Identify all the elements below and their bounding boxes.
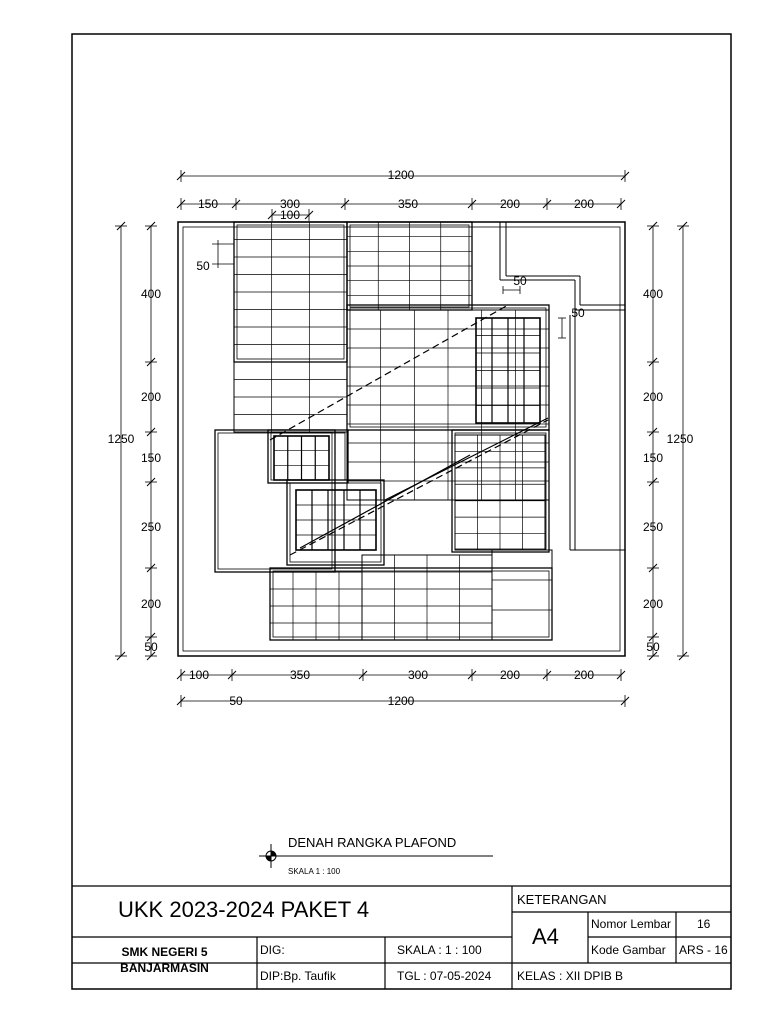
dim-detail-right-b: 50 (571, 306, 585, 320)
dim-bottom-sub: 50 (229, 694, 243, 708)
approved-by: DIP:Bp. Taufik (260, 969, 336, 983)
dim-left-seg-2: 200 (140, 390, 162, 404)
dim-right-seg-1: 400 (642, 287, 664, 301)
dim-top-seg-5: 200 (573, 197, 595, 211)
dim-left-seg-1: 400 (140, 287, 162, 301)
dim-left-total: 1250 (107, 432, 135, 446)
dim-left-seg-3: 150 (140, 451, 162, 465)
dim-top-seg-2: 300 (279, 197, 301, 211)
frame-grid-top-left (234, 222, 347, 362)
frame-grid-top-middle (347, 222, 472, 310)
dim-detail-left: 50 (196, 259, 210, 273)
drawn-by: DIG: (260, 943, 285, 957)
dim-right-seg-4: 250 (642, 520, 664, 534)
school-name-line1: SMK NEGERI 5 (121, 945, 208, 959)
dim-top-total: 1200 (387, 168, 415, 182)
dim-top-sub: 100 (279, 208, 301, 222)
detail-marks (212, 240, 566, 338)
nomor-lembar-label: Nomor Lembar (591, 917, 672, 931)
dim-right-seg-3: 150 (642, 451, 664, 465)
frame-grid-right-middle (455, 435, 545, 550)
dim-bottom-seg-2: 350 (289, 668, 311, 682)
dim-bottom-seg-3: 300 (407, 668, 429, 682)
dimension-lines (115, 170, 689, 707)
frame-grid-bottom-left (270, 572, 362, 640)
frame-grid-right-fine (476, 318, 540, 423)
dimension-labels (108, 168, 694, 708)
frame-grid-bottom-right (492, 550, 552, 640)
frame-grid-small-lower (296, 490, 376, 550)
drawing-title: DENAH RANGKA PLAFOND (288, 835, 457, 850)
date-field: TGL : 07-05-2024 (397, 969, 492, 983)
drawing-scale: SKALA 1 : 100 (288, 867, 341, 876)
dim-bottom-seg-5: 200 (573, 668, 595, 682)
dim-right-seg-5: 200 (642, 597, 664, 611)
dim-right-seg-2: 200 (642, 390, 664, 404)
dim-left-seg-5: 200 (140, 597, 162, 611)
nomor-lembar-value: 16 (697, 917, 711, 931)
kode-gambar-value: ARS - 16 (679, 943, 728, 957)
plan-outer-wall (178, 222, 625, 656)
dim-top-seg-3: 350 (397, 197, 419, 211)
dim-left-seg-4: 250 (140, 520, 162, 534)
project-title: UKK 2023-2024 PAKET 4 (118, 897, 370, 922)
frame-grid-middle-left (234, 362, 347, 432)
dim-left-seg-6: 50 (144, 640, 158, 654)
ceiling-frame-plan (178, 222, 625, 656)
keterangan-label: KETERANGAN (517, 892, 607, 907)
scale-field: SKALA : 1 : 100 (397, 943, 482, 957)
dim-detail-right-a: 50 (513, 274, 527, 288)
school-name-line2: BANJARMASIN (120, 961, 209, 975)
frame-box-bottom (270, 568, 552, 640)
dim-right-seg-6: 50 (646, 640, 660, 654)
class-field: KELAS : XII DPIB B (517, 969, 624, 983)
dim-right-total: 1250 (666, 432, 694, 446)
kode-gambar-label: Kode Gambar (591, 943, 666, 957)
dim-top-seg-1: 150 (197, 197, 219, 211)
dim-top-seg-4: 200 (499, 197, 521, 211)
frame-grid-small-upper (274, 436, 329, 480)
dim-bottom-total: 1200 (387, 694, 415, 708)
dim-bottom-seg-4: 200 (499, 668, 521, 682)
paper-size: A4 (532, 924, 559, 949)
dim-bottom-seg-1: 100 (188, 668, 210, 682)
frame-box-small-upper (268, 430, 348, 483)
